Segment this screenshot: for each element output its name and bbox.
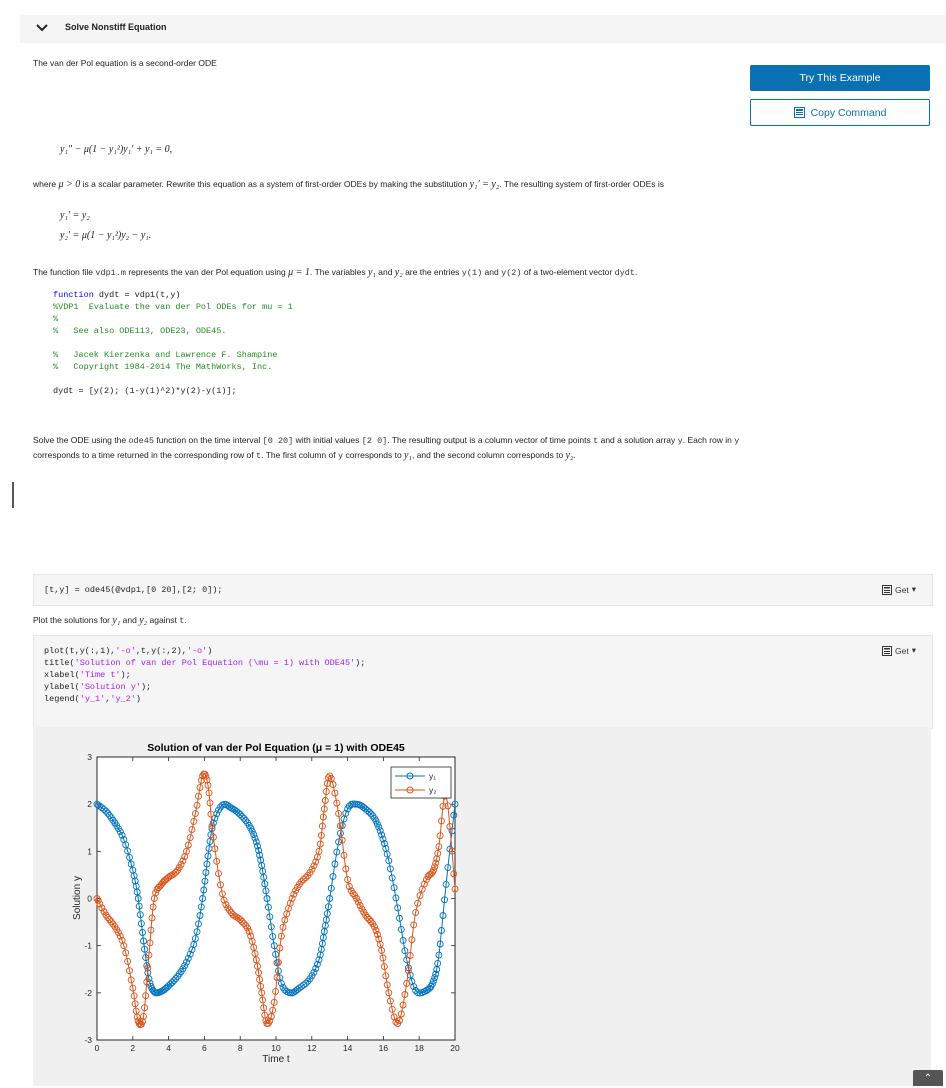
y-tick-label: 1 bbox=[87, 846, 92, 857]
x-tick-label: 16 bbox=[378, 1043, 389, 1053]
copy-command-label: Copy Command bbox=[810, 106, 887, 119]
get-button-1[interactable]: Get ▾ bbox=[882, 584, 916, 595]
y-axis-label: Solution y bbox=[72, 876, 83, 920]
function-file-paragraph: The function file vdp1.m represents the van der Pol equation using μ = 1. The variables y₁ and y₂ are the entries y(1) and y(2) of a two-element vector dydt. bbox=[33, 267, 638, 278]
x-tick-label: 14 bbox=[342, 1043, 353, 1053]
y-tick-label: 3 bbox=[87, 752, 92, 762]
solve-paragraph-line1: Solve the ODE using the ode45 function on the time interval [0 20] with initial values [2 0]. The resulting output is a column vector of time points t and a solution array y. Each row in y bbox=[33, 435, 740, 446]
x-tick-label: 12 bbox=[307, 1043, 317, 1053]
caret-down-icon: ▾ bbox=[911, 584, 916, 594]
section-title[interactable]: Solve Nonstiff Equation bbox=[65, 22, 167, 32]
solve-paragraph-line2: corresponds to a time returned in the corresponding row of t. The first column of y corresponds to y₁, and the second column corresponds to y₂. bbox=[33, 450, 576, 461]
y-tick-label: 2 bbox=[87, 799, 92, 810]
system-eq-2: y₂′ = μ(1 − y₁²)y₂ − y₁. bbox=[60, 230, 152, 241]
chevron-up-icon: ⌃ bbox=[923, 1073, 933, 1084]
caret-down-icon: ▾ bbox=[911, 645, 916, 655]
y-tick-label: 0 bbox=[87, 893, 92, 904]
y-tick-label: -2 bbox=[84, 987, 92, 998]
x-tick-label: 8 bbox=[237, 1043, 243, 1053]
x-tick-label: 4 bbox=[166, 1043, 171, 1053]
ode-equation: y₁″ − μ(1 − y₁²)y₁′ + y₁ = 0, bbox=[60, 144, 173, 155]
system-eq-1: y₁′ = y₂ bbox=[60, 210, 90, 221]
x-tick-label: 6 bbox=[202, 1043, 207, 1053]
try-example-button[interactable]: Try This Example bbox=[750, 65, 930, 91]
x-tick-label: 18 bbox=[414, 1043, 424, 1053]
x-tick-label: 10 bbox=[271, 1043, 281, 1053]
scroll-to-top-button[interactable] bbox=[913, 1070, 943, 1086]
legend-label-y2: y₂ bbox=[429, 785, 437, 795]
legend-box bbox=[391, 767, 451, 798]
x-tick-label: 20 bbox=[450, 1043, 460, 1053]
x-tick-label: 2 bbox=[130, 1043, 136, 1053]
ode45-command[interactable]: [t,y] = ode45(@vdp1,[0 20],[2; 0]); bbox=[44, 585, 223, 595]
x-axis-label: Time t bbox=[262, 1054, 290, 1065]
chart-legend bbox=[391, 767, 451, 798]
plot-command[interactable]: plot(t,y(:,1),'-o',t,y(:,2),'-o') title('Solution of van der Pol Equation (\mu = 1) with ODE45'); xlabel('Time t'); ylabel('Solution y'); legend('y_1','y_2') bbox=[44, 646, 366, 704]
x-tick-label: 0 bbox=[94, 1043, 100, 1053]
get-button-2[interactable]: Get ▾ bbox=[882, 645, 916, 656]
plot-paragraph: Plot the solutions for y₁ and y₂ against t. bbox=[33, 615, 187, 626]
chart-title: Solution of van der Pol Equation (μ = 1) with ODE45 bbox=[147, 742, 405, 754]
legend-label-y1: y₁ bbox=[429, 771, 437, 781]
where-paragraph: where μ > 0 is a scalar parameter. Rewrite this equation as a system of first-order ODEs by making the substitution y₁′ = y₂. The resulting system of first-order ODEs is bbox=[33, 179, 665, 190]
plot-area bbox=[97, 757, 455, 1040]
function-code-block[interactable]: function dydt = vdp1(t,y) %VDP1 Evaluate the van der Pol ODEs for mu = 1 % % See also ODE113, ODE23, ODE45. % Jacek Kierzenka and Lawrence F. Shampine % Copyright 1984-2014 The MathWorks, Inc. dydt = [y(2); (1-y(1)^2)*y(2)-y(1)]; bbox=[53, 290, 293, 396]
y-tick-label: -1 bbox=[84, 940, 92, 951]
intro-text: The van der Pol equation is a second-order ODE bbox=[33, 58, 217, 68]
y-tick-label: -3 bbox=[84, 1035, 92, 1045]
